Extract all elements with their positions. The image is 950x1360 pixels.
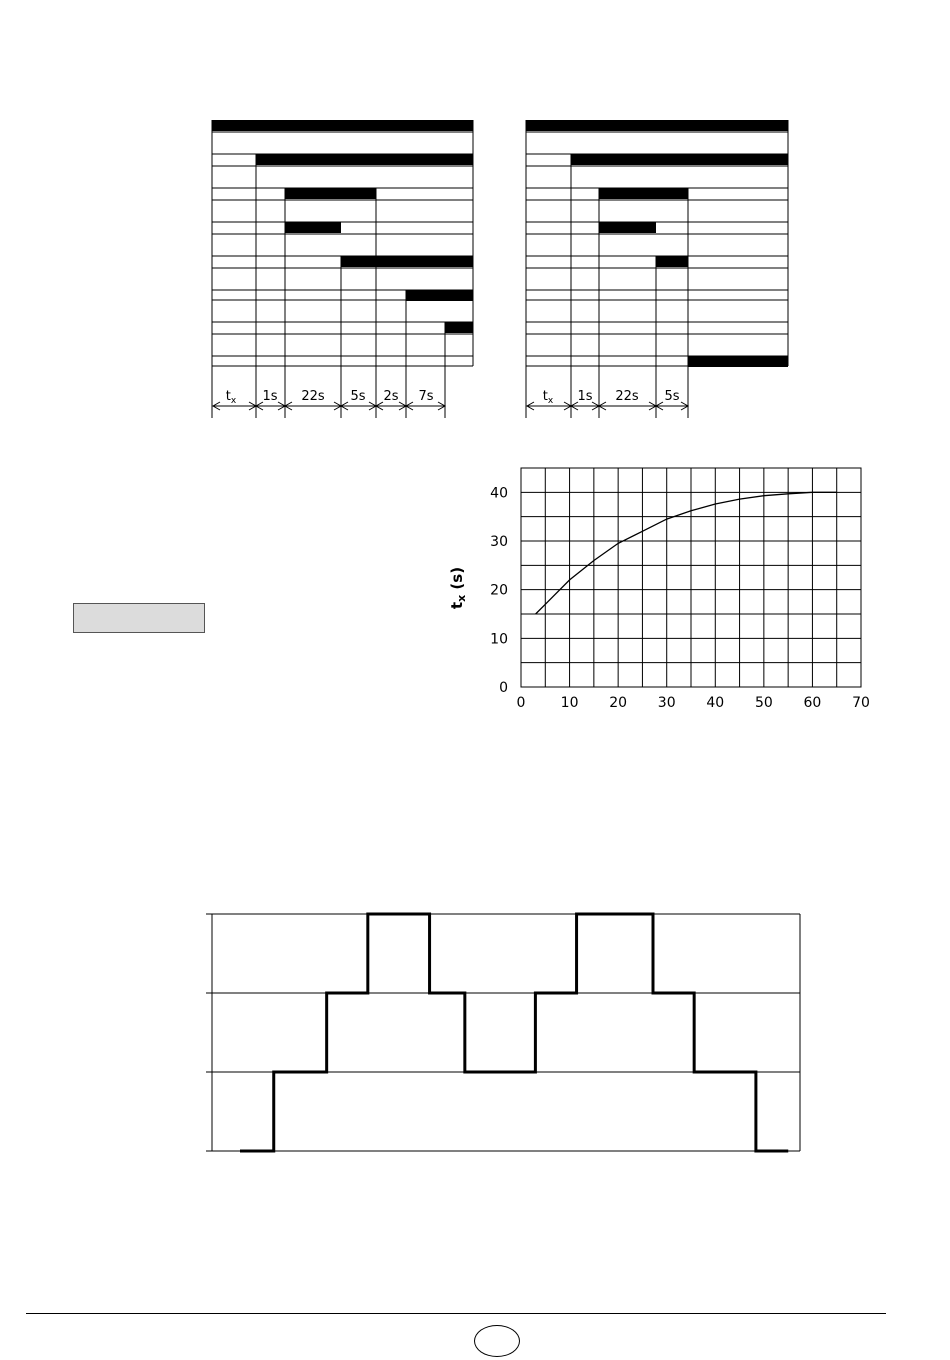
- step-chart: [200, 900, 810, 1165]
- timing-diagram-right: [514, 110, 804, 430]
- y-tick-label: 20: [490, 582, 508, 599]
- segment-label-5s: 5s: [664, 389, 680, 404]
- segment-label-1s: 1s: [577, 389, 593, 404]
- x-tick-label: 40: [706, 695, 725, 711]
- segment-label-5s: 5s: [350, 389, 366, 404]
- x-tick-label: 50: [754, 695, 773, 711]
- segment-label-tx: $t_x$: [542, 389, 554, 406]
- segment-label-tx: $t_x$: [225, 389, 237, 406]
- segment-label-22s: 22s: [301, 389, 325, 404]
- step-line: [240, 914, 788, 1151]
- x-tick-label: 0: [516, 695, 526, 711]
- x-tick-label: 30: [657, 695, 676, 711]
- segment-label-22s: 22s: [615, 389, 639, 404]
- segment-label-2s: 2s: [383, 389, 399, 404]
- tx-curve-chart: [440, 455, 890, 725]
- gray-label-box: [73, 603, 205, 633]
- page-number-oval: [474, 1325, 520, 1357]
- y-axis-label: $t_x$ (s): [448, 566, 468, 610]
- segment-label-7s: 7s: [418, 389, 434, 404]
- x-tick-label: 60: [803, 695, 822, 711]
- y-tick-label: 10: [490, 631, 508, 648]
- x-tick-label: 20: [609, 695, 628, 711]
- y-tick-label: 0: [499, 680, 508, 696]
- y-tick-label: 40: [490, 485, 508, 502]
- tx-curve-line: [536, 492, 837, 614]
- x-tick-label: 10: [560, 695, 579, 711]
- timing-diagram-left: [200, 110, 490, 430]
- y-tick-label: 30: [490, 534, 508, 550]
- segment-label-1s: 1s: [262, 389, 278, 404]
- step-chart-grid: [206, 914, 800, 1151]
- footer-rule: [26, 1313, 886, 1314]
- x-tick-label: 70: [852, 695, 870, 711]
- chart-tick-labels: [490, 485, 870, 711]
